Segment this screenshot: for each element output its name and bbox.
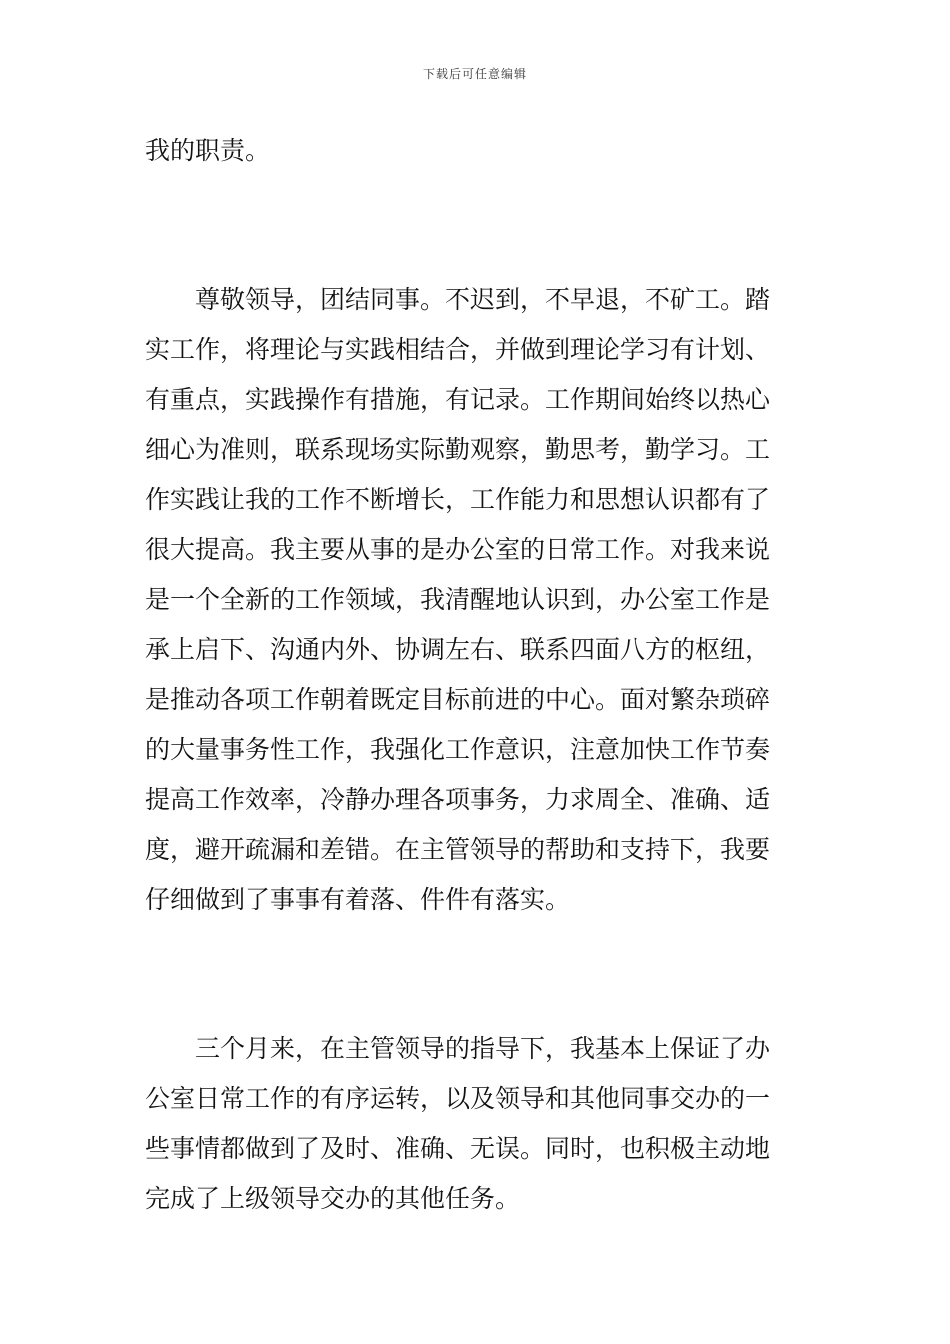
paragraph-line: 是一个全新的工作领域，我清醒地认识到，办公室工作是: [145, 585, 771, 614]
paragraph-line: 公室日常工作的有序运转，以及领导和其他同事交办的一: [145, 1084, 771, 1113]
paragraph-line: 提高工作效率，冷静办理各项事务，力求周全、准确、适: [145, 785, 771, 814]
paragraph-line: 完成了上级领导交办的其他任务。: [145, 1184, 521, 1213]
paragraph-line: 仔细做到了事事有着落、件件有落实。: [145, 885, 571, 914]
paragraph-line: 细心为准则，联系现场实际勤观察，勤思考，勤学习。工: [145, 435, 771, 464]
paragraph-line: 很大提高。我主要从事的是办公室的日常工作。对我来说: [145, 535, 771, 564]
paragraph-line: 度，避开疏漏和差错。在主管领导的帮助和支持下，我要: [145, 835, 771, 864]
page-header: 下载后可任意编辑: [422, 67, 527, 81]
paragraph-line: 作实践让我的工作不断增长，工作能力和思想认识都有了: [145, 485, 771, 514]
paragraph-line: 实工作，将理论与实践相结合，并做到理论学习有计划、: [145, 335, 771, 364]
paragraph-line: 有重点，实践操作有措施，有记录。工作期间始终以热心: [145, 385, 771, 414]
paragraph-line: 些事情都做到了及时、准确、无误。同时，也积极主动地: [145, 1134, 771, 1163]
paragraph-line: 是推动各项工作朝着既定目标前进的中心。面对繁杂琐碎: [145, 685, 771, 714]
paragraph-continuation: [145, 126, 805, 176]
paragraph-three-months: [145, 1024, 805, 1224]
paragraph-line: 的大量事务性工作，我强化工作意识，注意加快工作节奏: [145, 735, 771, 764]
paragraph-line: 三个月来，在主管领导的指导下，我基本上保证了办: [195, 1034, 771, 1063]
paragraph-line: 承上启下、沟通内外、协调左右、联系四面八方的枢纽，: [145, 635, 771, 664]
paragraph-line: 我的职责。: [145, 136, 271, 165]
paragraph-work-attitude: [145, 275, 805, 925]
paragraph-line: 尊敬领导，团结同事。不迟到，不早退，不矿工。踏: [195, 285, 771, 314]
